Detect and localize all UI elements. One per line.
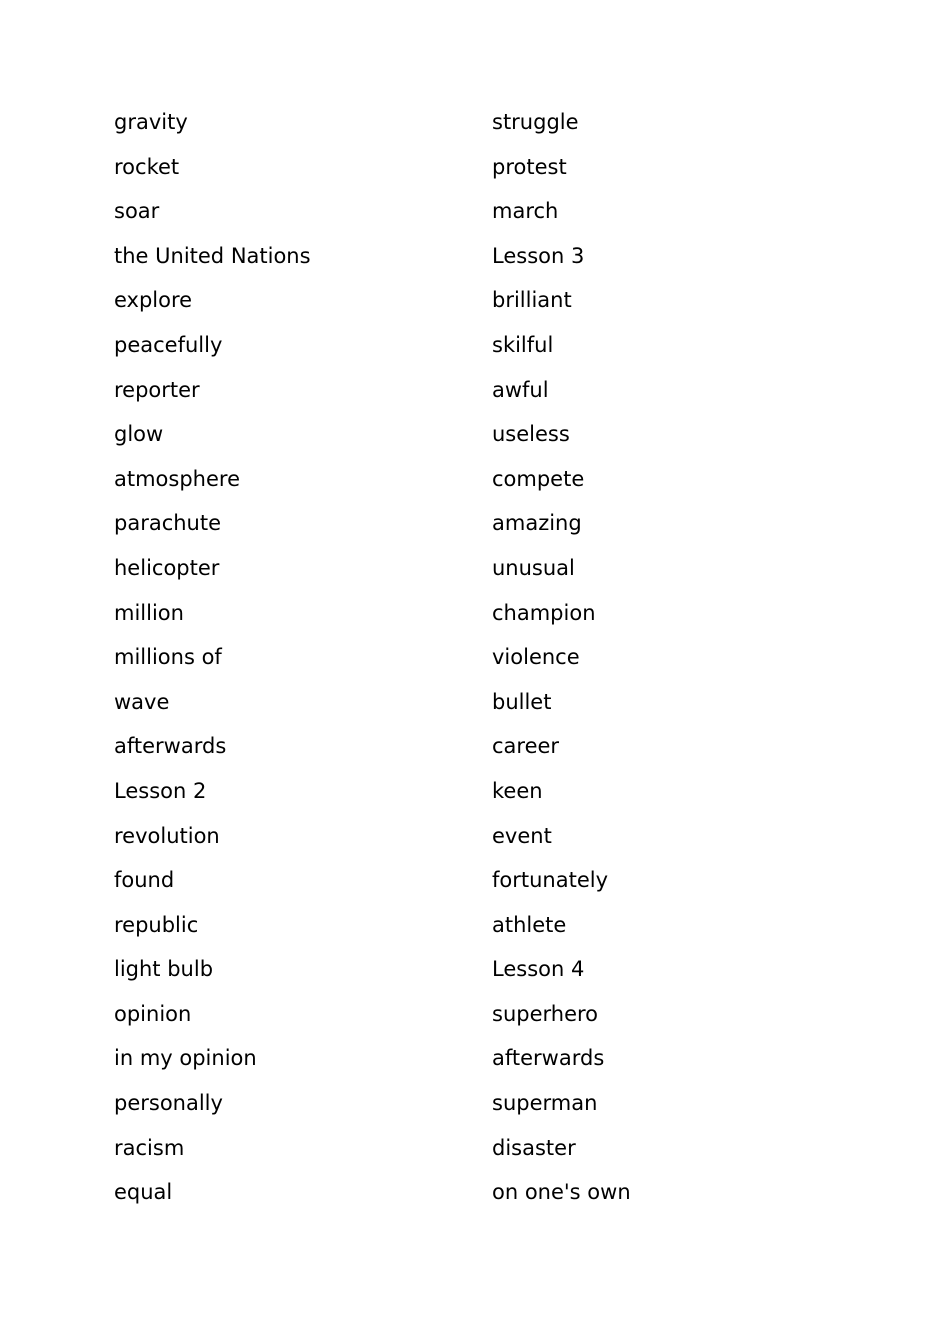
word-item: light bulb <box>114 957 214 982</box>
word-item: compete <box>492 466 585 491</box>
word-item: helicopter <box>114 555 220 580</box>
word-item: disaster <box>492 1135 576 1160</box>
word-item: struggle <box>492 110 579 134</box>
word-item: athlete <box>492 912 567 937</box>
word-item: afterwards <box>492 1046 605 1071</box>
word-item: useless <box>492 422 570 447</box>
word-list-right <box>492 107 852 1222</box>
word-item: found <box>114 868 175 893</box>
word-item: peacefully <box>114 332 223 357</box>
word-item: march <box>492 199 559 224</box>
word-item: glow <box>114 422 164 447</box>
word-item: skilful <box>492 332 554 357</box>
word-item: superman <box>492 1091 598 1116</box>
word-item: the United Nations <box>114 243 311 268</box>
word-item: career <box>492 734 560 759</box>
word-item: fortunately <box>492 868 609 893</box>
word-item: champion <box>492 600 596 625</box>
lesson-heading: Lesson 2 <box>114 778 207 803</box>
word-item: brilliant <box>492 288 572 313</box>
word-item: explore <box>114 288 193 313</box>
word-item: gravity <box>114 110 188 134</box>
word-item: awful <box>492 377 549 402</box>
word-item: racism <box>114 1135 185 1160</box>
lesson-heading: Lesson 4 <box>492 957 585 982</box>
lesson-heading: Lesson 3 <box>492 243 585 268</box>
word-item: equal <box>114 1180 173 1205</box>
word-item: soar <box>114 199 160 224</box>
word-item: in my opinion <box>114 1046 257 1071</box>
word-item: millions of <box>114 645 222 670</box>
word-item: atmosphere <box>114 466 240 491</box>
word-item: on one's own <box>492 1180 631 1205</box>
word-item: reporter <box>114 377 200 402</box>
word-item: protest <box>492 154 567 179</box>
word-item: bullet <box>492 689 552 714</box>
word-item: parachute <box>114 511 222 536</box>
word-list-left <box>114 107 474 1222</box>
word-item: republic <box>114 912 199 937</box>
word-item: amazing <box>492 511 582 536</box>
word-item: personally <box>114 1091 223 1116</box>
word-item: keen <box>492 778 543 803</box>
word-item: event <box>492 823 552 848</box>
word-item: superhero <box>492 1001 599 1026</box>
word-item: unusual <box>492 555 575 580</box>
word-item: opinion <box>114 1001 192 1026</box>
word-item: violence <box>492 645 580 670</box>
word-item: wave <box>114 689 170 714</box>
word-item: afterwards <box>114 734 227 759</box>
word-item: million <box>114 600 184 625</box>
word-item: revolution <box>114 823 220 848</box>
word-item: rocket <box>114 154 180 179</box>
